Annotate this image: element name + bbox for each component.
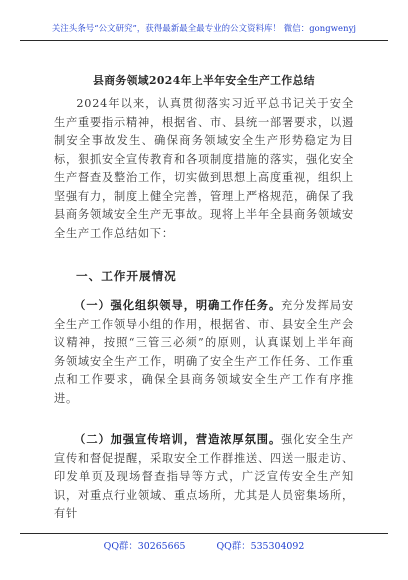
section-heading-work-progress: 一、工作开展情况	[76, 269, 177, 283]
paragraph-lead: （一）强化组织领导，明确工作任务。	[74, 298, 282, 312]
paragraph-publicity-training	[54, 430, 354, 524]
intro-paragraph: 2024年以来，认真贯彻落实习近平总书记关于安全生产重要指示精神，根据省、市、县统一部署要求，以遏制安全事故发生、确保商务领域安全生产形势稳定为目标，狠抓安全宣传教育和各项制度措施的落实，强化安全生产督查及整治工作，切实做到思想上高度重视，组织上坚强有力，制度上健全完善，管理上严格规范，确保了我县商务领域安全生产无事故。现将上半年全县商务领域安全生产工作总结如下：	[54, 97, 354, 240]
paragraph-lead: （二）加强宣传培训，营造浓厚氛围。	[74, 432, 282, 446]
paragraph-organization-leadership	[54, 296, 354, 408]
header-banner: 关注头条号“公文研究”，获得最新最全最专业的公文资料库！ 微信：gongwenyj	[51, 23, 357, 33]
paragraph-body: 强化安全生产宣传和督促提醒，采取安全工作群推送、四送一服走访、印发单页及现场督查指导等方式，广泛宣传安全生产知识，对重点行业领域、重点场所，尤其是人员密集场所，有针	[54, 433, 354, 520]
paragraph-body: 充分发挥局安全生产工作领导小组的作用，根据省、市、县安全生产会议精神，按照“三管三必须”的原则，认真谋划上半年商务领域安全生产工作，明确了安全生产工作任务、工作重点和工作要求，确保全县商务领域安全生产工作有序推进。	[54, 299, 354, 405]
footer-qq-group-1: QQ群：30265665	[103, 541, 186, 552]
header-divider	[20, 40, 388, 41]
footer-contacts	[0, 538, 408, 552]
footer-qq-group-2: QQ群：535304092	[216, 541, 305, 552]
document-title: 县商务领域2024年上半年安全生产工作总结	[93, 74, 315, 87]
footer-divider	[20, 533, 388, 534]
